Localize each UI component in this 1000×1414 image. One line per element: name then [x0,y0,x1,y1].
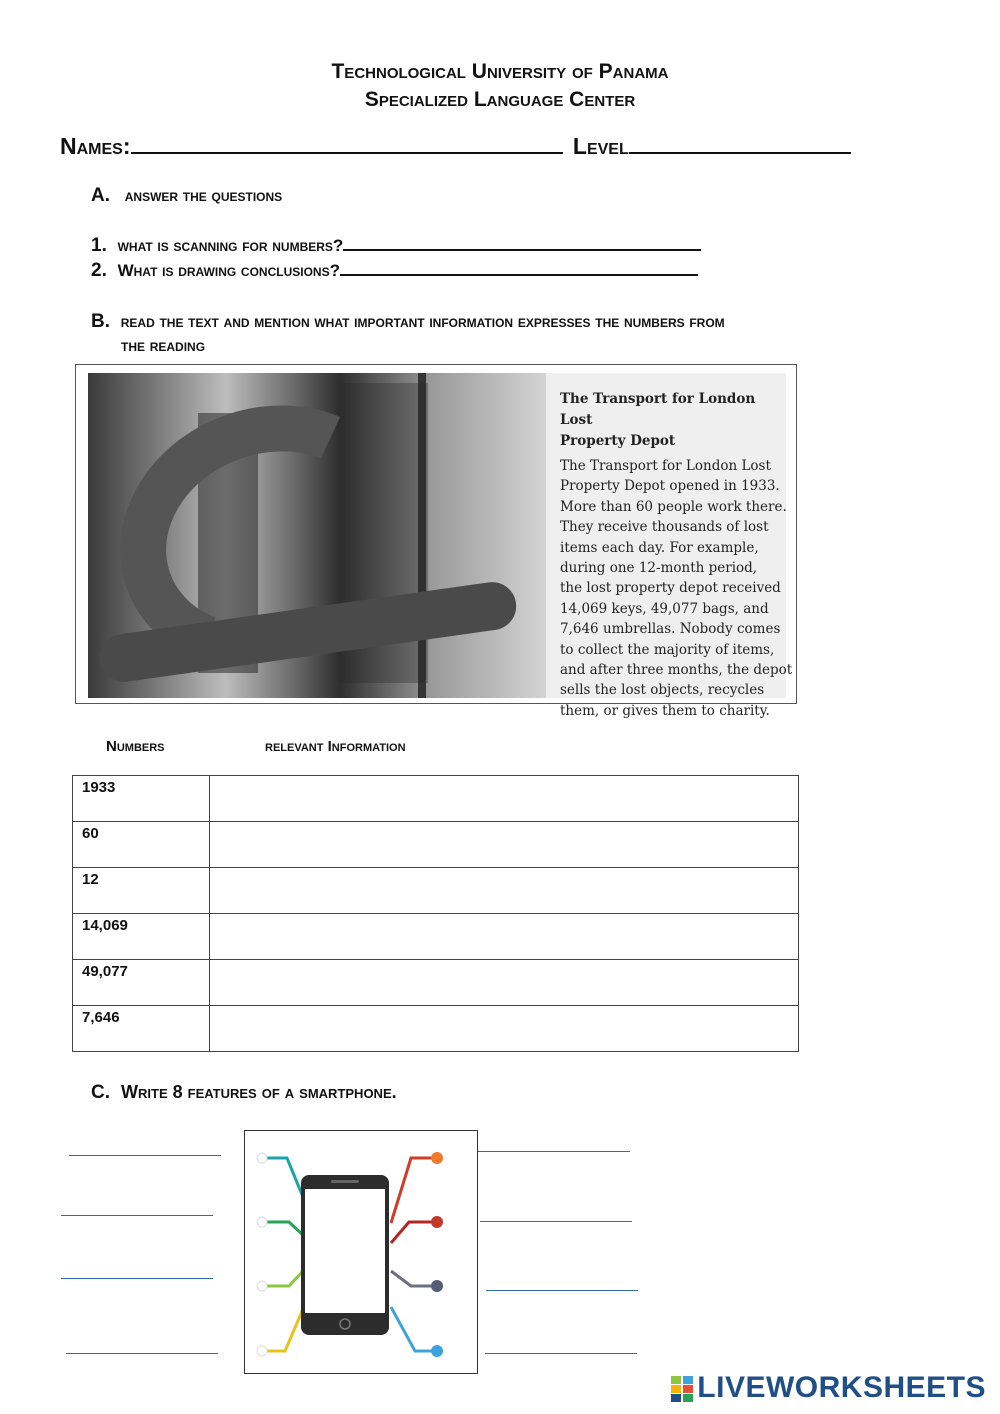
numbers-column-header: Numbers [106,738,165,755]
feature-line-2[interactable] [61,1215,213,1216]
info-column-header: relevant Information [265,738,406,755]
section-b-heading: B. read the text and mention what important information expresses the numbers from [91,311,725,332]
feature-line-4[interactable] [66,1353,218,1354]
table-row [73,1006,799,1052]
number-cell: 60 [73,822,210,868]
names-level-row [60,133,851,160]
reading-body: The Transport for London Lost Property Depot opened in 1933. More than 60 people work there. They receive thousands of lost items each day. For example, during one 12-month period, the lost property depot received 14,069 keys, 49,077 bags, and 7,646 umbrellas. Nobody comes to collect the majority of items, and after three months, the depot sells the lost objects, recycles them, or gives them to charity. [560,458,793,719]
table-row [73,914,799,960]
liveworksheets-logo-icon [671,1376,693,1402]
level-blank[interactable] [629,150,851,154]
number-cell: 14,069 [73,914,210,960]
smartphone-diagram [244,1130,478,1374]
feature-line-1[interactable] [69,1155,221,1156]
section-c-heading: C. Write 8 features of a smartphone. [91,1082,397,1103]
info-answer-cell[interactable] [210,1006,799,1052]
answer-1-blank[interactable] [343,247,701,251]
numbers-table [72,775,799,1052]
institution-title: Technological University of Panama [331,60,669,83]
number-cell: 12 [73,868,210,914]
feature-line-8[interactable] [485,1353,637,1354]
info-answer-cell[interactable] [210,914,799,960]
smartphone-icon [245,1131,477,1373]
liveworksheets-logo [671,1371,986,1405]
info-answer-cell[interactable] [210,822,799,868]
center-title: Specialized Language Center [364,88,636,111]
feature-line-5[interactable] [478,1151,630,1152]
reading-title: The Transport for London Lost Property Depot [560,391,756,449]
reading-text-box [546,373,793,719]
section-a-heading: A. answer the questions [91,185,283,206]
table-row [73,868,799,914]
info-answer-cell[interactable] [210,776,799,822]
feature-line-7[interactable] [486,1290,638,1291]
lost-property-photo [88,373,546,698]
logo-text: LIVEWORKSHEETS [697,1371,986,1404]
names-label: Names: [60,133,131,159]
info-answer-cell[interactable] [210,868,799,914]
feature-line-6[interactable] [480,1221,632,1222]
number-cell: 1933 [73,776,210,822]
table-row [73,822,799,868]
table-row [73,776,799,822]
number-cell: 49,077 [73,960,210,1006]
level-label: Level [572,133,629,159]
section-b-heading-cont: the reading [121,336,206,355]
number-cell: 7,646 [73,1006,210,1052]
question-2: 2. What is drawing conclusions? [91,260,698,282]
table-row [73,960,799,1006]
question-1: 1. what is scanning for numbers? [91,235,701,257]
info-answer-cell[interactable] [210,960,799,1006]
answer-2-blank[interactable] [340,272,698,276]
feature-line-3[interactable] [61,1278,213,1279]
names-blank[interactable] [131,150,563,154]
reading-panel [75,364,797,719]
